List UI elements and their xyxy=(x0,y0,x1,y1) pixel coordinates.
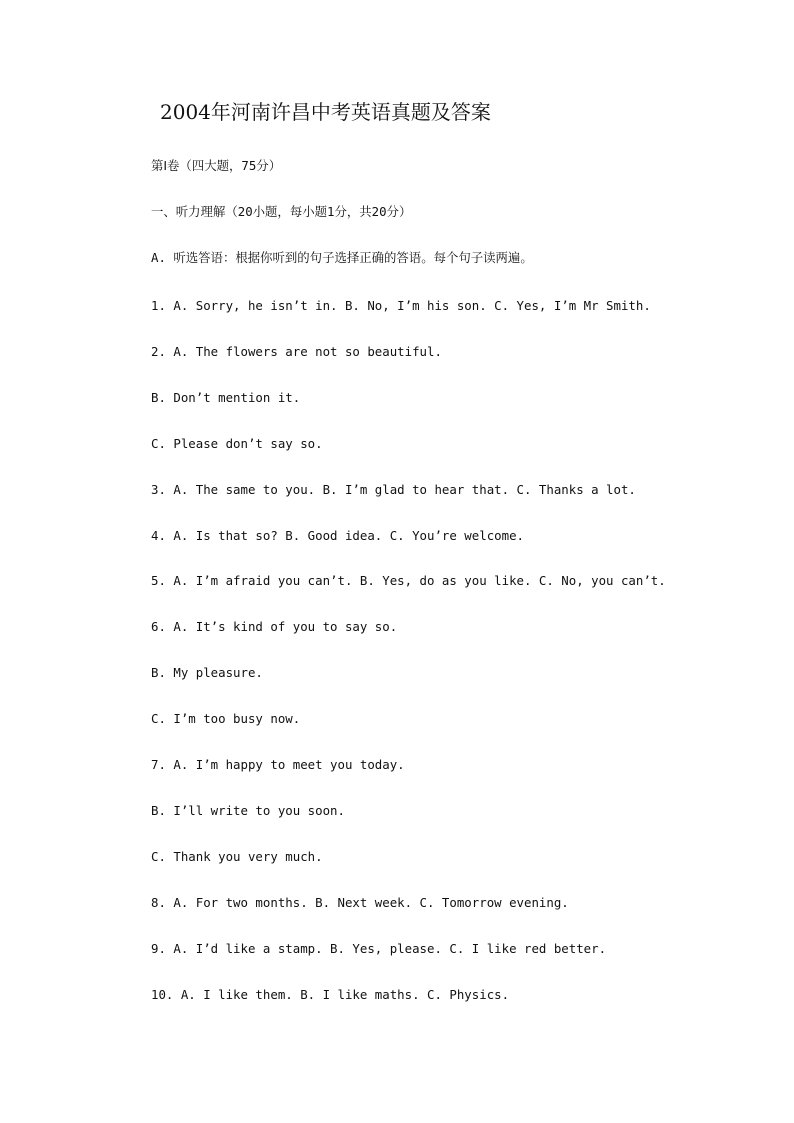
question-6-option-c: C. I’m too busy now. xyxy=(151,711,301,726)
part-heading-listening: 一、听力理解（20小题，每小题1分，共20分） xyxy=(151,204,412,219)
question-2-option-b: B. Don’t mention it. xyxy=(151,390,301,405)
question-7-option-c: C. Thank you very much. xyxy=(151,849,323,864)
question-2-option-c: C. Please don’t say so. xyxy=(151,436,323,451)
question-7-option-b: B. I’ll write to you soon. xyxy=(151,803,345,818)
question-1: 1. A. Sorry, he isn’t in. B. No, I’m his son. C. Yes, I’m Mr Smith. xyxy=(151,298,651,313)
instruction-a: A. 听选答语：根据你听到的句子选择正确的答语。每个句子读两遍。 xyxy=(151,250,533,265)
document-title: 2004年河南许昌中考英语真题及答案 xyxy=(160,100,491,124)
paper-section-heading: 第Ⅰ卷（四大题，75分） xyxy=(151,158,282,173)
question-6-option-b: B. My pleasure. xyxy=(151,665,263,680)
question-7-option-a: 7. A. I’m happy to meet you today. xyxy=(151,757,405,772)
question-5: 5. A. I’m afraid you can’t. B. Yes, do as you like. C. No, you can’t. xyxy=(151,573,666,588)
question-9: 9. A. I’d like a stamp. B. Yes, please. C. I like red better. xyxy=(151,941,607,956)
question-10: 10. A. I like them. B. I like maths. C. Physics. xyxy=(151,987,510,1002)
question-8: 8. A. For two months. B. Next week. C. Tomorrow evening. xyxy=(151,895,569,910)
question-4: 4. A. Is that so? B. Good idea. C. You’re welcome. xyxy=(151,528,524,543)
question-6-option-a: 6. A. It’s kind of you to say so. xyxy=(151,619,398,634)
question-3: 3. A. The same to you. B. I’m glad to hear that. C. Thanks a lot. xyxy=(151,482,636,497)
question-2-option-a: 2. A. The flowers are not so beautiful. xyxy=(151,344,442,359)
